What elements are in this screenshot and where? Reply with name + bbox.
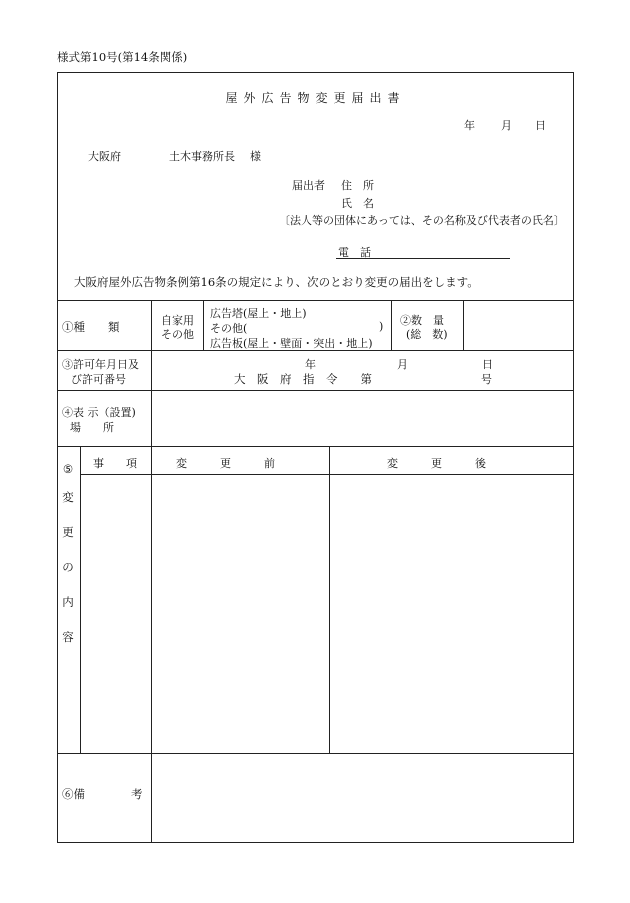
- permit-year: 年: [305, 358, 316, 371]
- applicant-label: 届出者: [292, 179, 325, 192]
- addressee-office: 土木事務所長: [169, 150, 235, 163]
- permit-number-suffix: 号: [481, 373, 492, 386]
- address-label: 住 所: [341, 179, 374, 192]
- option-other-close: ): [379, 320, 384, 333]
- header-before: 変 更 前: [176, 457, 275, 470]
- change-char-4: 内: [62, 595, 74, 609]
- form-title: 屋外広告物変更届出書: [225, 91, 406, 105]
- date-day: 日: [535, 119, 546, 132]
- use-private: 自家用: [161, 314, 194, 327]
- location-label-2: 場 所: [70, 421, 114, 434]
- col-line-change-item: [151, 446, 152, 753]
- change-number: ⑤: [62, 462, 74, 476]
- row-line-type-top: [57, 300, 574, 301]
- addressee-prefecture: 大阪府: [88, 150, 121, 163]
- col-line-options: [391, 300, 392, 350]
- col-line-change-number: [80, 446, 81, 753]
- statement: 大阪府屋外広告物条例第16条の規定により、次のとおり変更の届出をします。: [74, 275, 479, 289]
- name-label: 氏 名: [341, 197, 374, 210]
- type-label: ①種 類: [62, 320, 120, 334]
- header-after: 変 更 後: [387, 457, 486, 470]
- remarks-label: ⑥備 考: [62, 787, 143, 801]
- phone-underline: [336, 258, 510, 259]
- permit-day: 日: [482, 358, 493, 371]
- change-char-1: 変: [62, 490, 74, 504]
- col-line-change-before: [329, 446, 330, 753]
- use-other: その他: [161, 328, 194, 341]
- permit-label-1: ③許可年月日及: [62, 358, 139, 371]
- col-line-permit-location: [151, 350, 152, 446]
- option-board: 広告板(屋上・壁面・突出・地上): [210, 337, 373, 350]
- addressee-honorific: 様: [250, 150, 261, 163]
- permit-label-2: び許可番号: [71, 373, 126, 386]
- col-line-type-label: [151, 300, 152, 350]
- change-char-3: の: [62, 560, 74, 574]
- phone-label: 電 話: [338, 246, 371, 259]
- location-label-1: ④表 示（設置): [62, 406, 136, 419]
- quantity-total-label: (総 数): [406, 328, 448, 341]
- permit-month: 月: [397, 358, 408, 371]
- option-other-open: その他(: [210, 322, 248, 335]
- row-line-change-header: [80, 474, 574, 475]
- date-month: 月: [501, 119, 512, 132]
- permit-authority: 大 阪 府 指 令 第: [234, 372, 372, 386]
- row-line-change-top: [57, 446, 574, 447]
- corporate-note: 〔法人等の団体にあっては、その名称及び代表者の氏名〕: [279, 214, 565, 227]
- row-line-remarks-top: [57, 753, 574, 754]
- col-line-quantity: [463, 300, 464, 350]
- form-number: 様式第10号(第14条関係): [57, 50, 188, 64]
- header-item: 事 項: [93, 457, 137, 470]
- change-char-2: 更: [62, 525, 74, 539]
- row-line-location-top: [57, 390, 574, 391]
- change-char-5: 容: [62, 630, 74, 644]
- option-tower: 広告塔(屋上・地上): [210, 307, 307, 320]
- quantity-label: ②数 量: [400, 314, 444, 327]
- date-year: 年: [464, 119, 475, 132]
- col-line-remarks: [151, 753, 152, 843]
- col-line-use: [203, 300, 204, 350]
